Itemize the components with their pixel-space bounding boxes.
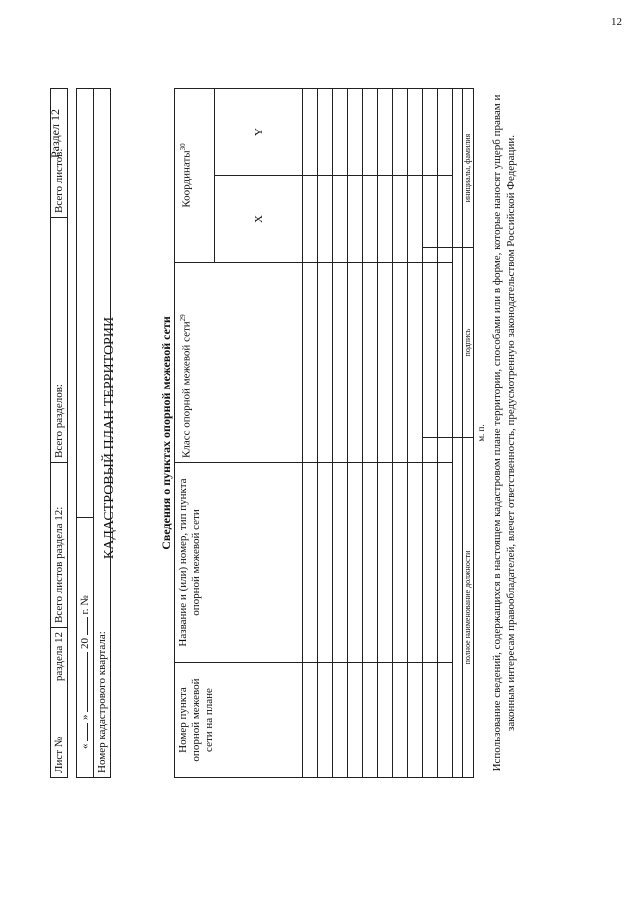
date-cell[interactable] [77, 518, 94, 778]
col-point-number: Номер пункта опорной межевой сети на плане [175, 663, 303, 778]
stamp-placeholder: м. п. [476, 424, 486, 442]
table-row [333, 89, 348, 778]
section-label: Раздел 12 [48, 109, 62, 158]
total-sheets-label: Всего листов: [53, 148, 65, 213]
main-title: КАДАСТРОВЫЙ ПЛАН ТЕРРИТОРИИ [102, 316, 117, 560]
total-sections-label: Всего разделов: [53, 384, 65, 458]
col-network-class: Класс опорной межевой сети$^{29}$ [175, 263, 303, 463]
date-empty-cell[interactable] [77, 89, 94, 518]
table-row [348, 89, 363, 778]
table-subtitle: Сведения о пунктах опорной межевой сети [159, 316, 173, 550]
table-row [393, 89, 408, 778]
total-sheets-section-cell[interactable] [51, 463, 68, 628]
date-day-blank[interactable] [87, 723, 88, 741]
section-ref-label: раздела 12 [53, 632, 65, 682]
table-row [363, 89, 378, 778]
position-field[interactable] [423, 438, 463, 778]
liability-footnote: Использование сведений, содержащихся в настоящем кадастровом плане территории, способами или в форме, которые наносят ущерб правам и законным интересам правообладателей, влечет ответственность, предусмотренную законодательством Российской Федерации. [491, 94, 517, 772]
position-caption: полное наименование должности [463, 438, 474, 778]
initials-field[interactable] [423, 89, 463, 248]
table-row [408, 89, 423, 778]
quarter-number-label: Номер кадастрового квартала: [96, 631, 108, 773]
cadastral-form-sheet [42, 28, 602, 848]
page-number: 12 [611, 16, 622, 28]
table-row [378, 89, 393, 778]
table-row [318, 89, 333, 778]
date-quote-close: » [79, 714, 91, 720]
survey-points-table [174, 88, 453, 778]
total-sheets-cell[interactable] [51, 89, 68, 218]
table-row [303, 89, 318, 778]
total-sections-cell[interactable] [51, 218, 68, 463]
col-name-type: Название и (или) номер, тип пункта опорной межевой сети [175, 463, 303, 663]
signature-caption: подпись [463, 248, 474, 438]
date-month-blank[interactable] [87, 652, 88, 712]
initials-caption: инициалы, фамилия [463, 89, 474, 248]
quarter-number-cell[interactable] [94, 89, 111, 778]
sheet-header-table [50, 88, 68, 778]
date-year-suffix: г. № [79, 595, 91, 615]
date-table [76, 88, 111, 778]
col-coordinates: Координаты$^{30}$ [175, 89, 215, 263]
signature-field[interactable] [423, 248, 463, 438]
date-year-prefix: 20 [79, 638, 91, 649]
sheet-number-label: Лист № [53, 736, 65, 773]
total-sheets-section-label: Всего листов раздела 12: [53, 506, 65, 623]
col-x: X [215, 176, 303, 263]
network-class-footnote-ref: 29 [179, 314, 187, 322]
sheet-number-cell[interactable] [51, 628, 68, 778]
col-y: Y [215, 89, 303, 176]
coordinates-footnote-ref: 30 [179, 143, 187, 151]
signature-table [422, 88, 474, 778]
date-year-blank[interactable] [87, 617, 88, 635]
date-quote-open: « [79, 743, 91, 749]
